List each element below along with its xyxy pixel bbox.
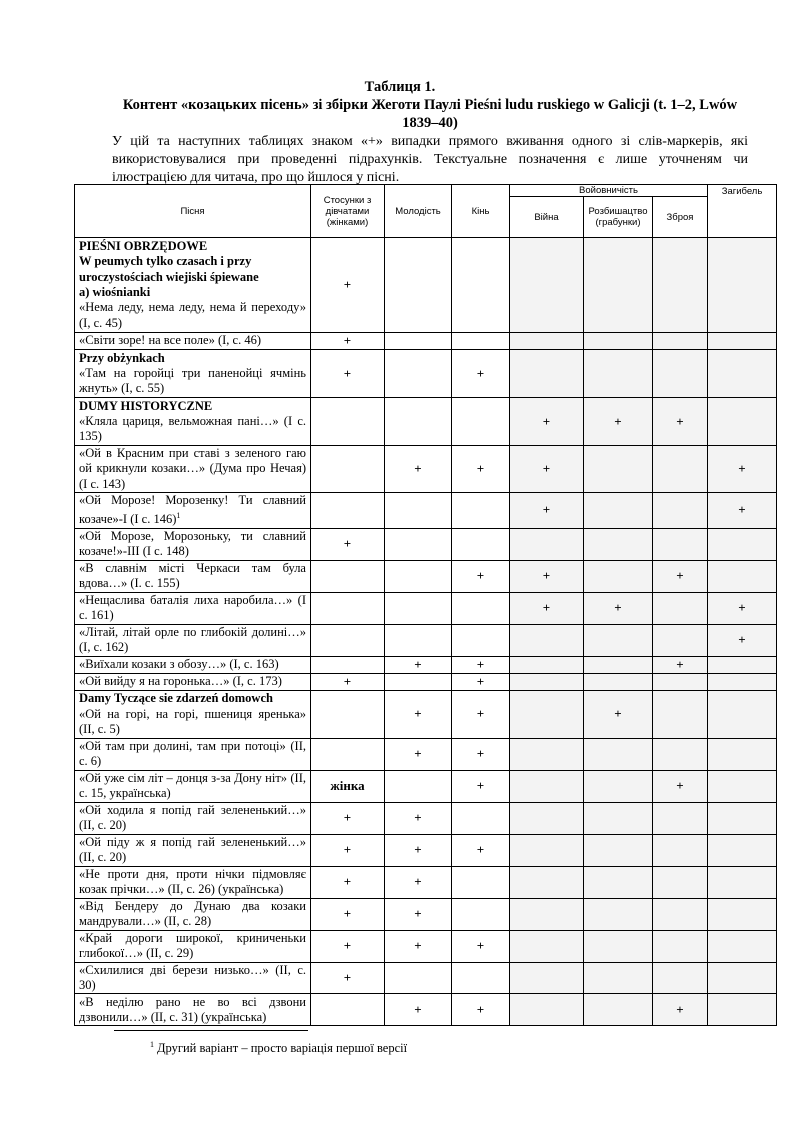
section-heading: DUMY HISTORYCZNE [79,398,213,413]
section-heading: a) wiośnianki [79,285,151,299]
header-robbery: Розбишацтво (грабунки) [584,197,653,238]
mark-robbery [584,962,653,994]
table-row [75,930,777,962]
mark-war [510,930,584,962]
header-horse: Кінь [452,185,510,238]
mark-weapon [653,446,708,493]
song-title: «Ой Морозе, Морозоньку, ти славний козаче!»-ІІІ (І с. 148) [79,528,306,559]
mark-war [510,802,584,834]
mark-weapon [653,333,708,350]
mark-war [510,834,584,866]
mark-death [708,690,777,738]
song-cell [75,962,311,994]
footnote [150,1037,407,1056]
song-cell [75,238,311,333]
mark-war [510,238,584,333]
mark-relations: + [311,866,385,898]
song-title: «Ой на горі, на горі, пшениця яренька» (ІІ, с. 5) [79,706,306,736]
mark-horse: + [452,350,510,398]
header-relations: Стосунки з дівчатами (жінками) [311,185,385,238]
mark-war [510,624,584,656]
mark-youth: + [385,898,452,930]
mark-weapon [653,930,708,962]
mark-weapon [653,528,708,560]
mark-war [510,656,584,673]
mark-robbery [584,493,653,529]
mark-robbery [584,333,653,350]
table-subtitle: Контент «козацьких пісень» зі збірки Жеготи Паулі Pieśni ludu ruskiego w Galicji (t. 1–2, Lwów 1839–40) [122,97,738,131]
table-row [75,994,777,1026]
table-row [75,446,777,493]
mark-robbery [584,673,653,690]
mark-youth: + [385,802,452,834]
mark-relations: + [311,930,385,962]
song-title: «Ой піду ж я попід гай зелененький…» (ІІ, с. 20) [79,834,306,865]
mark-youth: + [385,930,452,962]
mark-robbery [584,802,653,834]
mark-robbery [584,528,653,560]
table-row [75,333,777,350]
song-cell [75,994,311,1026]
mark-weapon [653,673,708,690]
song-cell [75,624,311,656]
mark-death [708,333,777,350]
mark-relations: + [311,673,385,690]
mark-relations [311,493,385,529]
mark-youth: + [385,866,452,898]
mark-death [708,802,777,834]
song-cell [75,898,311,930]
song-cell [75,333,311,350]
song-cell [75,690,311,738]
mark-youth [385,770,452,802]
footnote-ref: 1 [176,511,181,521]
mark-robbery [584,834,653,866]
mark-death [708,866,777,898]
mark-relations [311,656,385,673]
song-cell [75,866,311,898]
footnote-number: 1 [150,1040,154,1049]
mark-horse: + [452,994,510,1026]
mark-youth [385,592,452,624]
song-title: «Не проти дня, проти нічки підмовляє козак прічки…» (ІІ, с. 26) (українська) [79,866,306,897]
mark-relations: + [311,350,385,398]
song-title: «Ой ходила я попід гай зелененький…» (ІІ, с. 20) [79,802,306,833]
mark-horse [452,962,510,994]
mark-youth [385,333,452,350]
mark-horse [452,802,510,834]
mark-horse: + [452,560,510,592]
mark-war [510,962,584,994]
mark-youth: + [385,656,452,673]
song-title: «Схилилися дві берези низько…» (ІІ, с. 30) [79,962,306,993]
mark-death [708,898,777,930]
mark-robbery [584,994,653,1026]
mark-horse [452,398,510,446]
mark-war: + [510,493,584,529]
mark-death: + [708,624,777,656]
song-title: «Там на горойці три паненойці ячмінь жнуть» (І, с. 55) [79,365,306,396]
mark-death [708,350,777,398]
table-row [75,592,777,624]
header-weapon: Зброя [653,197,708,238]
table-row [75,673,777,690]
mark-youth: + [385,446,452,493]
mark-relations: + [311,528,385,560]
mark-robbery [584,350,653,398]
song-cell [75,770,311,802]
mark-horse: + [452,770,510,802]
mark-weapon [653,238,708,333]
table-title: Таблиця 1. [364,79,436,95]
footnote-text: Другий варіант – просто варіація першої версії [157,1041,408,1056]
header-song: Пісня [75,185,311,238]
mark-weapon [653,493,708,529]
mark-youth [385,398,452,446]
mark-death: + [708,592,777,624]
mark-weapon [653,802,708,834]
song-title: «Світи зоре! на все поле» (І, с. 46) [79,333,261,348]
mark-war [510,350,584,398]
mark-death [708,738,777,770]
mark-relations [311,690,385,738]
mark-war: + [510,446,584,493]
mark-youth [385,493,452,529]
mark-robbery [584,866,653,898]
mark-weapon [653,690,708,738]
mark-relations [311,560,385,592]
mark-youth [385,238,452,333]
mark-war [510,333,584,350]
mark-relations: + [311,238,385,333]
mark-weapon [653,624,708,656]
mark-death [708,962,777,994]
mark-youth [385,560,452,592]
mark-death [708,770,777,802]
mark-horse [452,624,510,656]
mark-weapon [653,898,708,930]
song-title: «Від Бендеру до Дунаю два козаки мандрували…» (ІІ, с. 28) [79,898,306,929]
mark-horse [452,866,510,898]
mark-weapon [653,834,708,866]
mark-horse: + [452,690,510,738]
mark-robbery: + [584,690,653,738]
song-title: «Виїхали козаки з обозу…» (І, с. 163) [79,657,279,672]
song-title: «Ой там при долині, там при потоці» (ІІ, с. 6) [79,738,306,769]
mark-relations [311,398,385,446]
table-row [75,802,777,834]
song-title: «Нема леду, нема леду, нема й переходу» (І, с. 45) [79,300,306,330]
mark-weapon: + [653,994,708,1026]
table-row [75,770,777,802]
mark-robbery [584,560,653,592]
mark-death [708,238,777,333]
song-title: «Ой в Красним при ставі з зеленого гаю ой крикнули козаки…» (Дума про Нечая) (І с. 143) [79,446,306,491]
mark-weapon: + [653,398,708,446]
table-row [75,493,777,529]
table-row [75,656,777,673]
header-death: Загибель [708,185,777,238]
intro-paragraph: У цій та наступних таблицях знаком «+» випадки прямого вживання одного зі слів-маркерів, які використовувалися при проведенні підрахунків. Текстуальне позначення є лише уточненям чи ілюстрацією для читача, про що йшлося у пісні. [112,134,748,185]
song-cell [75,834,311,866]
mark-horse [452,592,510,624]
mark-horse [452,493,510,529]
song-cell [75,398,311,446]
mark-robbery [584,624,653,656]
mark-robbery [584,656,653,673]
section-heading: Przy obżynkach [79,350,165,365]
song-cell [75,493,311,529]
mark-robbery [584,770,653,802]
mark-war [510,994,584,1026]
song-title: «Нещаслива баталія лиха наробила…» (І с. 161) [79,592,306,623]
mark-weapon [653,866,708,898]
section-heading: W peumych tylko czasach i przy uroczystościach wiejiski śpiewane [79,254,259,284]
mark-death [708,930,777,962]
mark-youth: + [385,738,452,770]
song-cell [75,528,311,560]
song-title: «Ой вийду я на горонька…» (І, с. 173) [79,674,282,689]
mark-horse [452,528,510,560]
mark-death [708,673,777,690]
table-row [75,962,777,994]
mark-death: + [708,446,777,493]
mark-horse: + [452,673,510,690]
mark-youth: + [385,690,452,738]
mark-death [708,834,777,866]
song-cell [75,350,311,398]
mark-youth [385,624,452,656]
mark-relations [311,994,385,1026]
mark-relations [311,446,385,493]
mark-war [510,528,584,560]
mark-horse [452,898,510,930]
song-cell [75,738,311,770]
table-row [75,898,777,930]
song-cell [75,802,311,834]
mark-robbery [584,238,653,333]
mark-robbery [584,898,653,930]
mark-death [708,560,777,592]
table-row [75,560,777,592]
mark-horse: + [452,930,510,962]
mark-death [708,994,777,1026]
song-title: «Літай, літай орле по глибокій долині…» (І, с. 162) [79,624,306,655]
header-war: Війна [510,197,584,238]
header-warfare: Войовничість [510,185,708,197]
mark-youth [385,528,452,560]
mark-weapon [653,350,708,398]
mark-horse: + [452,738,510,770]
mark-weapon: + [653,770,708,802]
mark-death [708,656,777,673]
mark-youth [385,673,452,690]
mark-youth [385,350,452,398]
song-title: «Край дороги широкої, криниченьки глибокої…» (ІІ, с. 29) [79,930,306,961]
mark-war: + [510,398,584,446]
mark-war [510,673,584,690]
mark-war [510,770,584,802]
footnote-separator [114,1030,308,1031]
song-cell [75,560,311,592]
mark-war [510,866,584,898]
mark-robbery [584,738,653,770]
song-cell [75,656,311,673]
songs-table [74,184,777,1026]
mark-robbery [584,930,653,962]
mark-relations [311,592,385,624]
mark-death: + [708,493,777,529]
table-body [75,238,777,1026]
mark-youth: + [385,994,452,1026]
mark-horse: + [452,656,510,673]
mark-weapon: + [653,560,708,592]
table-row [75,866,777,898]
table-row [75,738,777,770]
mark-death [708,398,777,446]
header-youth: Молодість [385,185,452,238]
mark-youth [385,962,452,994]
song-cell [75,592,311,624]
song-cell [75,930,311,962]
mark-horse: + [452,834,510,866]
song-title: «Кляла цариця, вельможная пані…» (І с. 135) [79,413,306,444]
section-heading: Damy Tyczące sie zdarzeń domowch [79,691,273,706]
section-heading: PIEŚNI OBRZĘDOWE [79,239,208,254]
song-title: «В славнім місті Черкаси там була вдова…» (І. с. 155) [79,560,306,591]
song-cell [75,446,311,493]
mark-war [510,738,584,770]
mark-weapon [653,592,708,624]
mark-relations [311,624,385,656]
song-title: «Ой Морозе! Морозенку! Ти славний козаче»-І (І с. 146) [79,493,306,527]
mark-robbery: + [584,592,653,624]
mark-relations: + [311,834,385,866]
table-row [75,834,777,866]
mark-horse [452,238,510,333]
mark-weapon: + [653,656,708,673]
table-row [75,238,777,333]
table-row [75,690,777,738]
mark-relations: + [311,333,385,350]
song-cell [75,673,311,690]
mark-war: + [510,592,584,624]
mark-war [510,898,584,930]
mark-horse: + [452,446,510,493]
mark-relations: + [311,962,385,994]
table-row [75,398,777,446]
song-title: «В неділю рано не во всі дзвони дзвонили…» (ІІ, с. 31) (українська) [79,994,306,1024]
table-row [75,528,777,560]
mark-war: + [510,560,584,592]
mark-war [510,690,584,738]
mark-relations: + [311,802,385,834]
song-title: «Ой уже сім літ – донця з-за Дону ніт» (ІІ, с. 15, українська) [79,770,306,801]
table-row [75,624,777,656]
mark-relations [311,738,385,770]
mark-robbery [584,446,653,493]
mark-youth: + [385,834,452,866]
mark-horse [452,333,510,350]
mark-weapon [653,738,708,770]
mark-relations: + [311,898,385,930]
mark-death [708,528,777,560]
mark-relations: жінка [311,770,385,802]
mark-weapon [653,962,708,994]
mark-robbery: + [584,398,653,446]
table-row [75,350,777,398]
